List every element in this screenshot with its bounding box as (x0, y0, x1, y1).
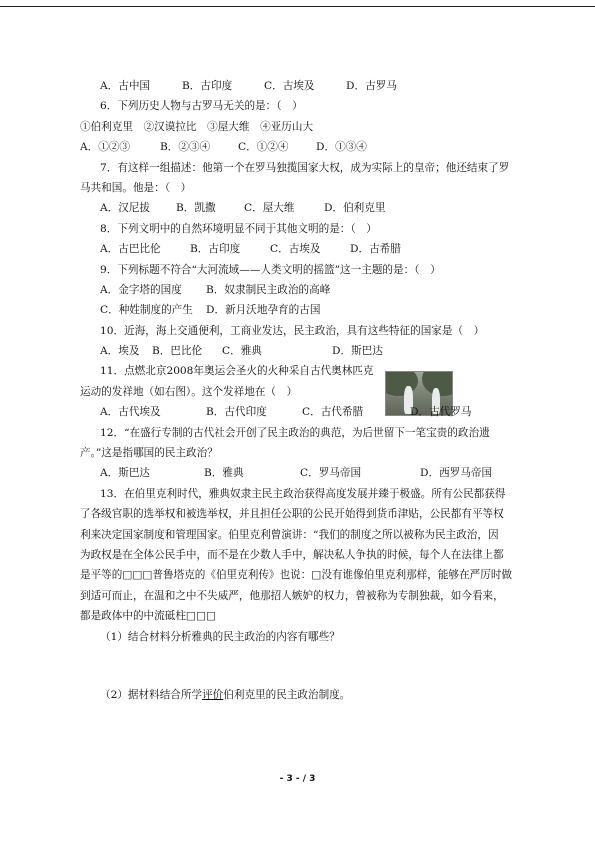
q7-option-a: A．汉尼拔 (100, 202, 151, 215)
q10-options (80, 341, 520, 361)
q5-option-a: A．古中国 (100, 80, 151, 92)
q9-options-cd (80, 300, 520, 320)
q11-option-d: D．古代罗马 (410, 406, 472, 419)
q6-option-d: D．①③④ (316, 141, 367, 154)
q7-option-b: B．凯撒 (176, 202, 216, 215)
q9-option-d: D．新月沃地孕育的古国 (206, 304, 321, 317)
header-rule (0, 6, 595, 7)
q12-line1: 12．“在盛行专制的古代社会开创了民主政治的典范，为后世留下一笔宝贵的政治遗 (100, 426, 490, 439)
q13-sub2-suffix: 伯利克里的民主政治制度。 (223, 688, 351, 701)
q10-option-d: D．斯巴达 (332, 345, 383, 358)
q9-option-b: B．奴隶制民主政治的高峰 (206, 283, 331, 296)
q8-option-c: C．古埃及 (270, 243, 321, 256)
q8-option-b: B．古印度 (190, 243, 241, 256)
q13-paragraph-line: 到适可而止，在温和之中不失威严，他那招人嫉妒的权力，曾被称为专制独裁，如今看来， (80, 589, 504, 602)
q12-option-c: C．罗马帝国 (300, 467, 362, 480)
q6-option-c: C．①②④ (238, 141, 289, 154)
q13-sub2-prefix: （2）据材料结合所学 (100, 688, 203, 701)
q11-option-b: B．古代印度 (206, 406, 267, 419)
q10-option-b: B．巴比伦 (152, 345, 203, 358)
q7-options (80, 198, 520, 218)
q9-option-a: A．金字塔的国度 (100, 283, 182, 296)
q10-option-c: C．雅典 (222, 345, 262, 358)
q6-option-b: B．②③④ (160, 141, 211, 154)
q11-option-a: A．古代埃及 (100, 406, 161, 419)
page-number: - 3 - / 3 (279, 774, 316, 784)
answer-space (80, 647, 520, 685)
q11-option-c: C．古代希腊 (302, 406, 364, 419)
q7-line1: 7．有这样一组描述：他第一个在罗马独揽国家大权，成为实际上的皇帝；他还结束了罗 (100, 161, 510, 174)
q12-line2: 产。”这是指哪国的民主政治？ (80, 447, 218, 460)
q13-paragraph-line: 是平等的□□□普鲁塔克的《伯里克利传》也说：□没有谁像伯里克利那样，能够在严厉时做 (80, 569, 513, 582)
q13-sub2-underlined-word: 评价 (202, 688, 224, 701)
q5-option-c: C．古埃及 (264, 80, 315, 92)
q13-subquestion-1: （1）结合材料分析雅典的民主政治的内容有哪些？ (100, 630, 340, 643)
q12-option-a: A．斯巴达 (100, 467, 151, 480)
q5-option-b: B．古印度 (182, 80, 233, 92)
q7-option-c: C．屋大维 (244, 202, 295, 215)
document-body (80, 76, 520, 705)
q8-option-a: A．古巴比伦 (100, 243, 161, 256)
q7-line2: 马共和国。他是：（ ） (80, 181, 192, 194)
q12-option-d: D．西罗马帝国 (420, 467, 493, 480)
q6-options (80, 137, 520, 157)
q6-option-a: A．①②③ (80, 141, 131, 154)
q9-option-c: C．种姓制度的产生 (100, 304, 193, 317)
q13-paragraph-line: 为政权是在全体公民手中，而不是在少数人手中，解决私人争执的时候，每个人在法律上都 (80, 548, 504, 561)
q13-paragraph-line: 了各级官职的选举权和被选举权，并且担任公职的公民开始得到货币津贴，公民都有平等权 (80, 508, 504, 521)
q10-option-a: A．埃及 (100, 345, 140, 358)
q10-stem: 10．近海，海上交通便利，工商业发达，民主政治，具有这些特征的国家是（ ） (100, 324, 485, 337)
q6-stem: 6．下列历史人物与古罗马无关的是：（ ） (100, 100, 303, 113)
q13-paragraph-line: 都是政体中的中流砥柱□□□ (80, 610, 216, 623)
q6-people: ①伯利克里 ②汉谟拉比 ③屋大维 ④亚历山大 (80, 120, 314, 133)
q11-line1: 11．点燃北京2008年奥运会圣火的火种采自古代奥林匹克 (100, 365, 374, 378)
q7-option-d: D．伯利克里 (324, 202, 386, 215)
q9-options-ab (80, 280, 520, 300)
q13-paragraph-line: 13．在伯里克利时代，雅典奴隶主民主政治获得高度发展并臻于极盛。所有公民都获得 (100, 487, 506, 500)
q12-option-b: B．雅典 (204, 467, 244, 480)
q8-option-d: D．古希腊 (350, 243, 401, 256)
q13-paragraph-line: 利来决定国家制度和管理国家。伯里克利曾演讲：“我们的制度之所以被称为民主政治，因 (80, 528, 499, 541)
q8-options (80, 239, 520, 259)
q9-stem: 9．下列标题不符合“大河流域——人类文明的摇篮”这一主题的是：（ ） (100, 263, 441, 276)
q5-option-d: D．古罗马 (346, 80, 397, 92)
q11-options (80, 402, 520, 422)
q12-options (80, 463, 520, 483)
q5-options (80, 76, 520, 96)
q11-line2: 运动的发祥地（如右图）。这个发祥地在（ ） (80, 385, 298, 398)
q13-subquestion-2 (80, 685, 520, 705)
q8-stem: 8．下列文明中的自然环境明显不同于其他文明的是：（ ） (100, 222, 377, 235)
